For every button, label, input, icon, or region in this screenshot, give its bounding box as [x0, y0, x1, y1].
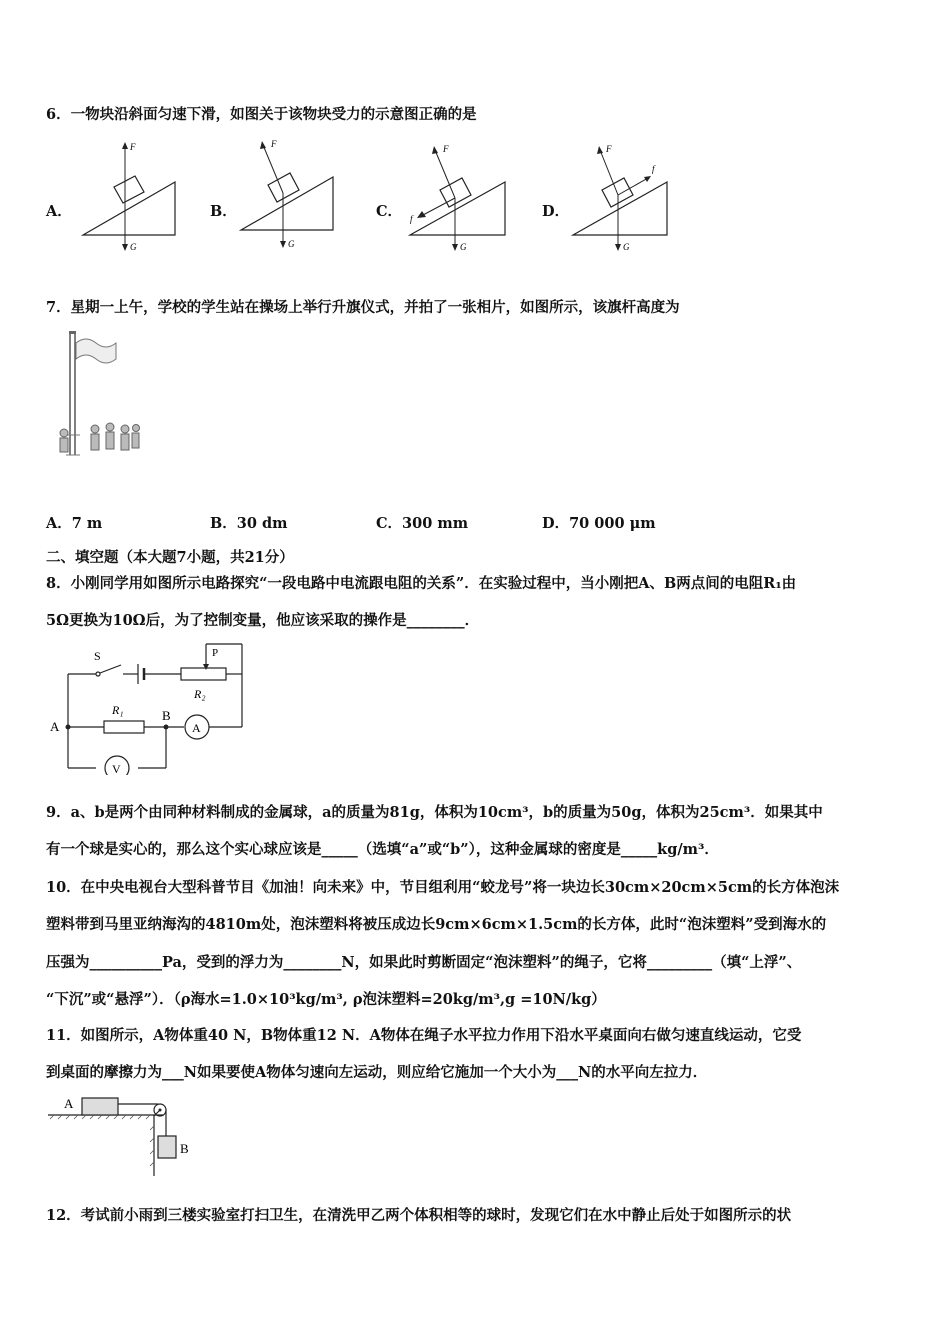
q9-line1: 9．a、b是两个由同种材料制成的金属球，a的质量为81g，体积为10cm³，b的质量为50g，体积为25cm³．如果其中 — [46, 804, 823, 821]
q6d-label-g: G — [623, 242, 630, 252]
q7-text: 7．星期一上午，学校的学生站在操场上举行升旗仪式，并拍了一张相片，如图所示，该旗杆高度为 — [46, 299, 680, 316]
q8-label-r1: R₁ — [112, 703, 124, 717]
q11-line2: 到桌面的摩擦力为___N如果要使A物体匀速向左运动，则应给它施加一个大小为___N的水平向左拉力． — [46, 1064, 708, 1081]
q7-option-d[interactable]: D．70 000 μm — [542, 515, 656, 532]
q6-option-a[interactable]: A． — [46, 203, 72, 220]
q11-label-b: B — [180, 1141, 189, 1156]
q6b-label-g: G — [288, 239, 295, 249]
q6a-label-f: F — [130, 142, 136, 152]
q11-pulley-diagram — [46, 1090, 206, 1180]
q6d-label-friction: f — [652, 164, 655, 174]
q10-line2: 塑料带到马里亚纳海沟的4810m处，泡沫塑料将被压成边长9cm×6cm×1.5cm的长方体，此时“泡沫塑料”受到海水的 — [46, 916, 827, 933]
q8-label-s: S — [94, 649, 101, 663]
q12-line1: 12．考试前小雨到三楼实验室打扫卫生，在清洗甲乙两个体积相等的球时，发现它们在水中静止后处于如图所示的状 — [46, 1207, 792, 1224]
q8-label-p: P — [212, 647, 219, 659]
q10-line1: 10．在中央电视台大型科普节目《加油！向未来》中，节目组利用“蛟龙号”将一块边长30cm×20cm×5cm的长方体泡沫 — [46, 879, 840, 896]
q6c-label-g: G — [460, 242, 467, 252]
q6-option-b[interactable]: B． — [210, 203, 237, 220]
q10-line4: “下沉”或“悬浮”）．（ρ海水=1.0×10³kg/m³, ρ泡沫塑料=20kg/m³,g =10N/kg） — [46, 991, 606, 1008]
q7-flagpole-photo — [50, 325, 145, 460]
q6c-label-f: F — [443, 144, 449, 154]
q6-figure-a — [78, 140, 183, 255]
q7-option-c[interactable]: C．300 mm — [376, 515, 469, 532]
q6-option-c[interactable]: C． — [376, 203, 403, 220]
q8-line1: 8．小刚同学用如图所示电路探究“一段电路中电流跟电阻的关系”．在实验过程中，当小刚把A、B两点间的电阻R₁由 — [46, 575, 797, 592]
q11-line1: 11．如图所示，A物体重40 N，B物体重12 N．A物体在绳子水平拉力作用下沿水平桌面向右做匀速直线运动，它受 — [46, 1027, 802, 1044]
q6c-label-friction: f — [410, 214, 413, 224]
q6b-label-f: F — [271, 139, 277, 149]
q6a-label-g: G — [130, 242, 137, 252]
q10-line3: 压强为__________Pa，受到的浮力为________N，如果此时剪断固定“泡沫塑料”的绳子，它将_________（填“上浮”、 — [46, 954, 802, 971]
q6-option-d[interactable]: D． — [542, 203, 570, 220]
q8-voltmeter-label: V — [112, 762, 121, 775]
q6-figure-c — [405, 140, 515, 255]
q6-figure-d — [570, 140, 680, 255]
q11-label-a: A — [64, 1096, 74, 1111]
q6-text: 6．一物块沿斜面匀速下滑，如图关于该物块受力的示意图正确的是 — [46, 106, 477, 123]
q6d-label-f: F — [606, 144, 612, 154]
q8-label-a: A — [50, 719, 60, 734]
q9-line2: 有一个球是实心的，那么这个实心球应该是_____（选填“a”或“b”），这种金属球的密度是_____kg/m³． — [46, 841, 719, 858]
q8-circuit-diagram — [46, 640, 256, 775]
q8-line2: 5Ω更换为10Ω后，为了控制变量，他应该采取的操作是________． — [46, 612, 480, 629]
section2-title: 二、填空题（本大题7小题，共21分） — [46, 549, 294, 566]
q7-option-a[interactable]: A．7 m — [46, 515, 103, 532]
q8-label-r2: R₂ — [194, 687, 206, 701]
q6-figure-b — [238, 135, 343, 255]
q7-option-b[interactable]: B．30 dm — [210, 515, 288, 532]
q8-label-b: B — [162, 708, 171, 723]
q8-ammeter-label: A — [192, 721, 201, 735]
